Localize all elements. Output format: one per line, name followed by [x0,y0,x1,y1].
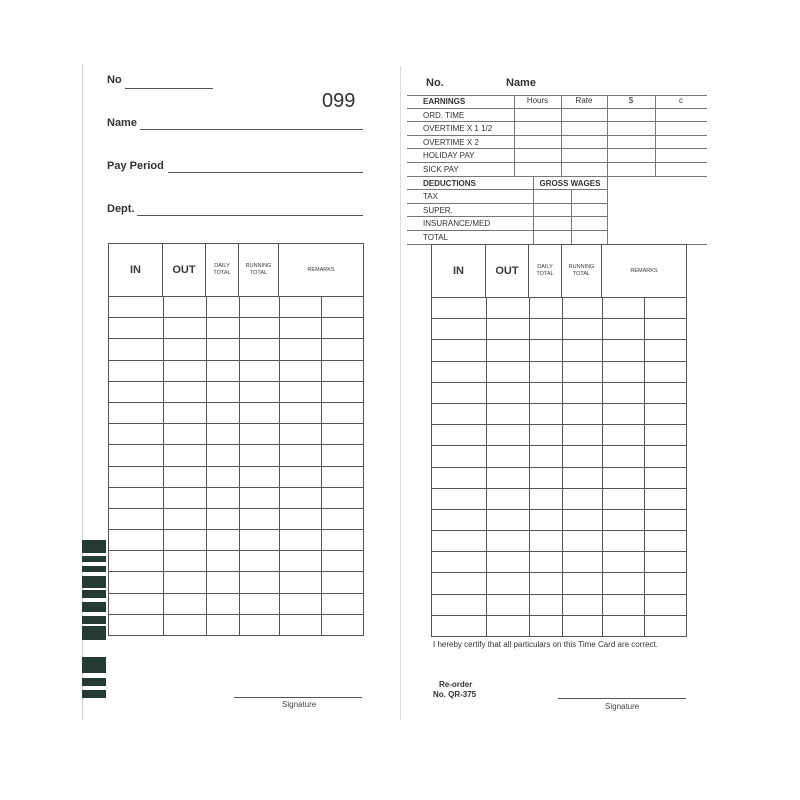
col-remarks-header: REMARKS [307,266,335,273]
reorder-label: Re-order [439,680,473,689]
col-out-header: OUT [486,245,529,297]
deductions-row: TAX [423,192,438,201]
grid-row-line [109,614,363,615]
earnings-row: SICK PAY [423,165,459,174]
edge-mark [82,602,106,612]
name-label: Name [107,117,137,129]
dollars-header: $ [628,96,634,105]
earnings-row: OVERTIME X 1 1/2 [423,124,493,133]
reorder-number: No. QR-375 [433,690,477,699]
no-label: No [107,74,122,86]
col-in-header: IN [109,244,163,296]
col-in-header: IN [432,245,486,297]
grid-row-line [432,488,686,489]
earnings-row: OVERTIME X 2 [423,138,479,147]
earnings-title: EARNINGS [423,97,466,106]
dept-field-line[interactable] [137,215,363,216]
grid-row-line [109,402,363,403]
grid-row-line [432,318,686,319]
grid-row-line [432,509,686,510]
col-out-header: OUT [163,244,206,296]
edge-mark [82,590,106,598]
edge-mark [82,678,106,686]
grid-row-line [109,571,363,572]
grid-header [432,245,686,298]
grid-row-line [109,593,363,594]
grid-row-line [432,572,686,573]
edge-mark [82,690,106,698]
grid-row-line [432,403,686,404]
grid-row-line [109,487,363,488]
col-remarks-header: REMARKS [630,267,658,274]
grid-row-line [109,550,363,551]
edge-mark [82,626,106,640]
time-grid-right [431,244,687,637]
grid-row-line [432,361,686,362]
name-field-line[interactable] [140,129,363,130]
grid-row-line [432,445,686,446]
no-label-back: No. [426,77,444,89]
cents-header: c [679,96,683,105]
grid-row-line [109,466,363,467]
edge-mark [82,556,106,562]
grid-row-line [432,594,686,595]
grid-row-line [432,615,686,616]
deductions-row: INSURANCE/MED [423,219,491,228]
grid-row-line [109,381,363,382]
grid-row-line [109,360,363,361]
card-number: 099 [322,90,356,112]
earnings-row: ORD. TIME [423,111,465,120]
grid-row-line [432,551,686,552]
grid-row-line [109,444,363,445]
grid-row-line [432,467,686,468]
signature-label-left: Signature [282,700,317,709]
col-running-total-header: RUNNING TOTAL [239,244,279,296]
dept-label: Dept. [107,203,135,215]
edge-mark [82,540,106,553]
grid-row-line [432,530,686,531]
grid-row-line [109,508,363,509]
grid-row-line [109,317,363,318]
earnings-deductions-table [407,95,707,245]
grid-row-line [109,423,363,424]
name-label-back: Name [506,77,536,89]
pay-period-label: Pay Period [107,160,164,172]
pay-period-field-line[interactable] [168,172,363,173]
grid-row-line [432,424,686,425]
col-running-total-header: RUNNING TOTAL [562,245,602,297]
deductions-row: SUPER. [423,206,453,215]
grid-row-line [109,529,363,530]
deductions-row: TOTAL [423,233,449,242]
rate-header: Rate [575,96,593,105]
col-daily-total-header: DAILY TOTAL [206,244,239,296]
hours-header: Hours [526,96,549,105]
signature-label-right: Signature [605,702,640,711]
grid-row-line [432,382,686,383]
time-grid-left [108,243,364,636]
edge-mark [82,657,106,673]
col-daily-total-header: DAILY TOTAL [529,245,562,297]
deductions-title: DEDUCTIONS [423,179,476,188]
earnings-row: HOLIDAY PAY [423,151,475,160]
certify-statement: I hereby certify that all particulars on this Time Card are correct. [433,640,658,649]
no-field-line[interactable] [125,88,213,89]
signature-line-right[interactable] [558,698,686,699]
edge-mark [82,576,106,588]
gross-wages-header: GROSS WAGES [539,179,601,188]
edge-mark [82,616,106,624]
edge-mark [82,566,106,572]
signature-line-left[interactable] [234,697,362,698]
grid-row-line [109,338,363,339]
grid-header [109,244,363,297]
grid-row-line [432,339,686,340]
